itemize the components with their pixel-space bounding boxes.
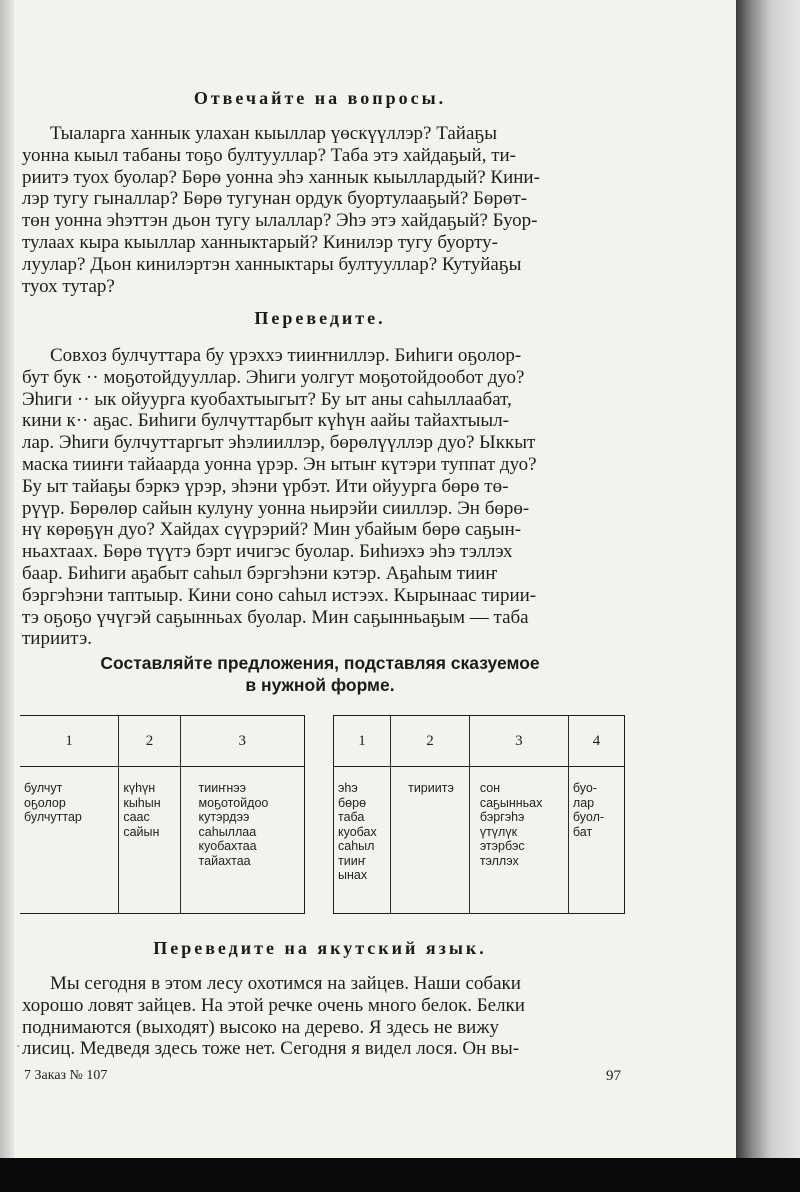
table-header-cell: 2 xyxy=(391,716,470,767)
scan-border xyxy=(0,1158,800,1192)
table-cell: тииҥнээ моҕотойдоо кутэрдээ саһыллаа куобахтаа тайахтаа xyxy=(180,767,304,914)
scan-speck: · xyxy=(16,1040,21,1055)
table-header-cell: 4 xyxy=(568,716,624,767)
text-line: Тыаларга ханнык улахан кыыллар үөскүүллэр? Тайаҕы xyxy=(50,123,497,144)
table-header-cell: 3 xyxy=(469,716,568,767)
text-line: бэргэһэни таптыыр. Кини соно саһыл истээх. Кырынаас тирии- xyxy=(22,584,537,606)
page-left-shadow xyxy=(0,0,14,1158)
questions-heading: Отвечайте на вопросы. xyxy=(193,88,447,108)
text-line: баар. Биһиги аҕабыт саһыл бэргэһэни кэтэр. Аҕаһым тииҥ xyxy=(22,562,498,584)
table-header-row xyxy=(334,716,625,767)
table-cell: тириитэ xyxy=(391,767,470,914)
text-line: ньахтаах. Бөрө түүтэ бэрт ичигэс буолар. Биһиэхэ эһэ тэллэх xyxy=(22,541,513,563)
text-line: Эһиги ·· ык ойуурга куобахтыыгыт? Бу ыт аны саһыллаабат, xyxy=(22,388,512,410)
text-line: нү көрөҕүн дуо? Хайдах сүүрэрий? Мин убайым бөрө саҕын- xyxy=(22,519,522,541)
text-line: луулар? Дьон кинилэртэн ханныктары бултууллар? Кутуйаҕы xyxy=(22,253,522,275)
text-line: кини к·· аҕас. Биһиги булчуттарбыт күһүн аайы тайахтыыл- xyxy=(22,410,510,432)
page-number: 97 xyxy=(606,1068,621,1084)
table-header-cell: 2 xyxy=(119,716,180,767)
text-line: төн уонна эһэттэн дьон тугу ылаллар? Эһэ этэ хайдаҕый? Буор- xyxy=(22,210,538,232)
table-cell: булчут оҕолор булчуттар xyxy=(24,781,82,824)
questions-paragraph xyxy=(22,123,630,297)
table-left xyxy=(20,715,305,914)
table-row xyxy=(20,767,305,914)
text-line: тулаах кыра кыыллар ханныктарый? Кинилэр тугу буорту- xyxy=(22,231,499,253)
text-line: лисиц. Медведя здесь тоже нет. Сегодня я видел лося. Он вы- xyxy=(22,1038,520,1060)
text-line: поднимаются (выходят) высоко на дерево. Я здесь не вижу xyxy=(22,1016,499,1038)
table-cell: буо- лар буол- бат xyxy=(568,767,624,914)
table-cell: сон саҕынньах бэргэһэ үтүлүк этэрбэс тэллэх xyxy=(469,767,568,914)
page-fold-shadow xyxy=(736,0,800,1192)
text-line: тэ оҕоҕо үчүгэй саҕынньах буолар. Мин саҕынньаҕым — таба xyxy=(22,606,529,628)
translate-heading: Переведите. xyxy=(254,308,386,328)
text-line: лар. Эһиги булчуттаргыт эһэлииллэр, бөрөлүүллэр дуо? Ыккыт xyxy=(22,432,536,454)
table-header-cell: 1 xyxy=(20,716,119,767)
text-line: Мы сегодня в этом лесу охотимся на зайцев. Наши собаки xyxy=(50,973,521,994)
text-line: риитэ туох буолар? Бөрө уонна эһэ ханнык кыыллардый? Кини- xyxy=(22,166,540,188)
text-line: рүүр. Бөрөлөр сайын кулуну уонна ньирэйи сииллэр. Эн бөрө- xyxy=(22,497,530,519)
text-line: уонна кыыл табаны тоҕо бултууллар? Таба этэ хайдаҕый, ти- xyxy=(22,144,516,166)
text-line: туох тутар? xyxy=(22,275,115,297)
table-header-row xyxy=(20,716,305,767)
compose-heading-line: в нужной форме. xyxy=(245,675,395,695)
text-line: хорошо ловят зайцев. На этой речке очень много белок. Белки xyxy=(22,994,525,1016)
text-line: Совхоз булчуттара бу үрэххэ тииҥниллэр. Биһиги оҕолор- xyxy=(50,345,522,366)
text-line: бут бук ·· моҕотойдууллар. Эһиги уолгут моҕотойдообот дуо? xyxy=(22,366,525,388)
text-line: лэр тугу гыналлар? Бөрө тугунан ордук буортулааҕый? Бөрөт- xyxy=(22,188,528,210)
text-line: тириитэ. xyxy=(22,628,92,650)
table-header-cell: 1 xyxy=(334,716,391,767)
footer-print-order: 7 Заказ № 107 xyxy=(24,1068,108,1083)
text-line: Бу ыт тайаҕы бэркэ үрэр, эһэни үрбэт. Ити ойуурга бөрө тө- xyxy=(22,475,509,497)
table-row xyxy=(334,767,625,914)
table-right xyxy=(333,715,625,914)
compose-heading-line: Составляйте предложения, подставляя сказуемое xyxy=(100,653,540,673)
table-cell: эһэ бөрө таба куобах саһыл тииҥ ынах xyxy=(334,767,391,914)
yakut-paragraph xyxy=(22,973,630,1060)
yakut-heading: Переведите на якутский язык. xyxy=(153,938,487,958)
translate-paragraph xyxy=(22,345,630,650)
text-line: маска тииҥи тайаарда уонна үрэр. Эн ытыҥ күтэри туппат дуо? xyxy=(22,453,537,475)
compose-heading xyxy=(0,652,640,696)
table-header-cell: 3 xyxy=(180,716,304,767)
table-cell: күһүн кыһын саас сайын xyxy=(119,767,180,914)
